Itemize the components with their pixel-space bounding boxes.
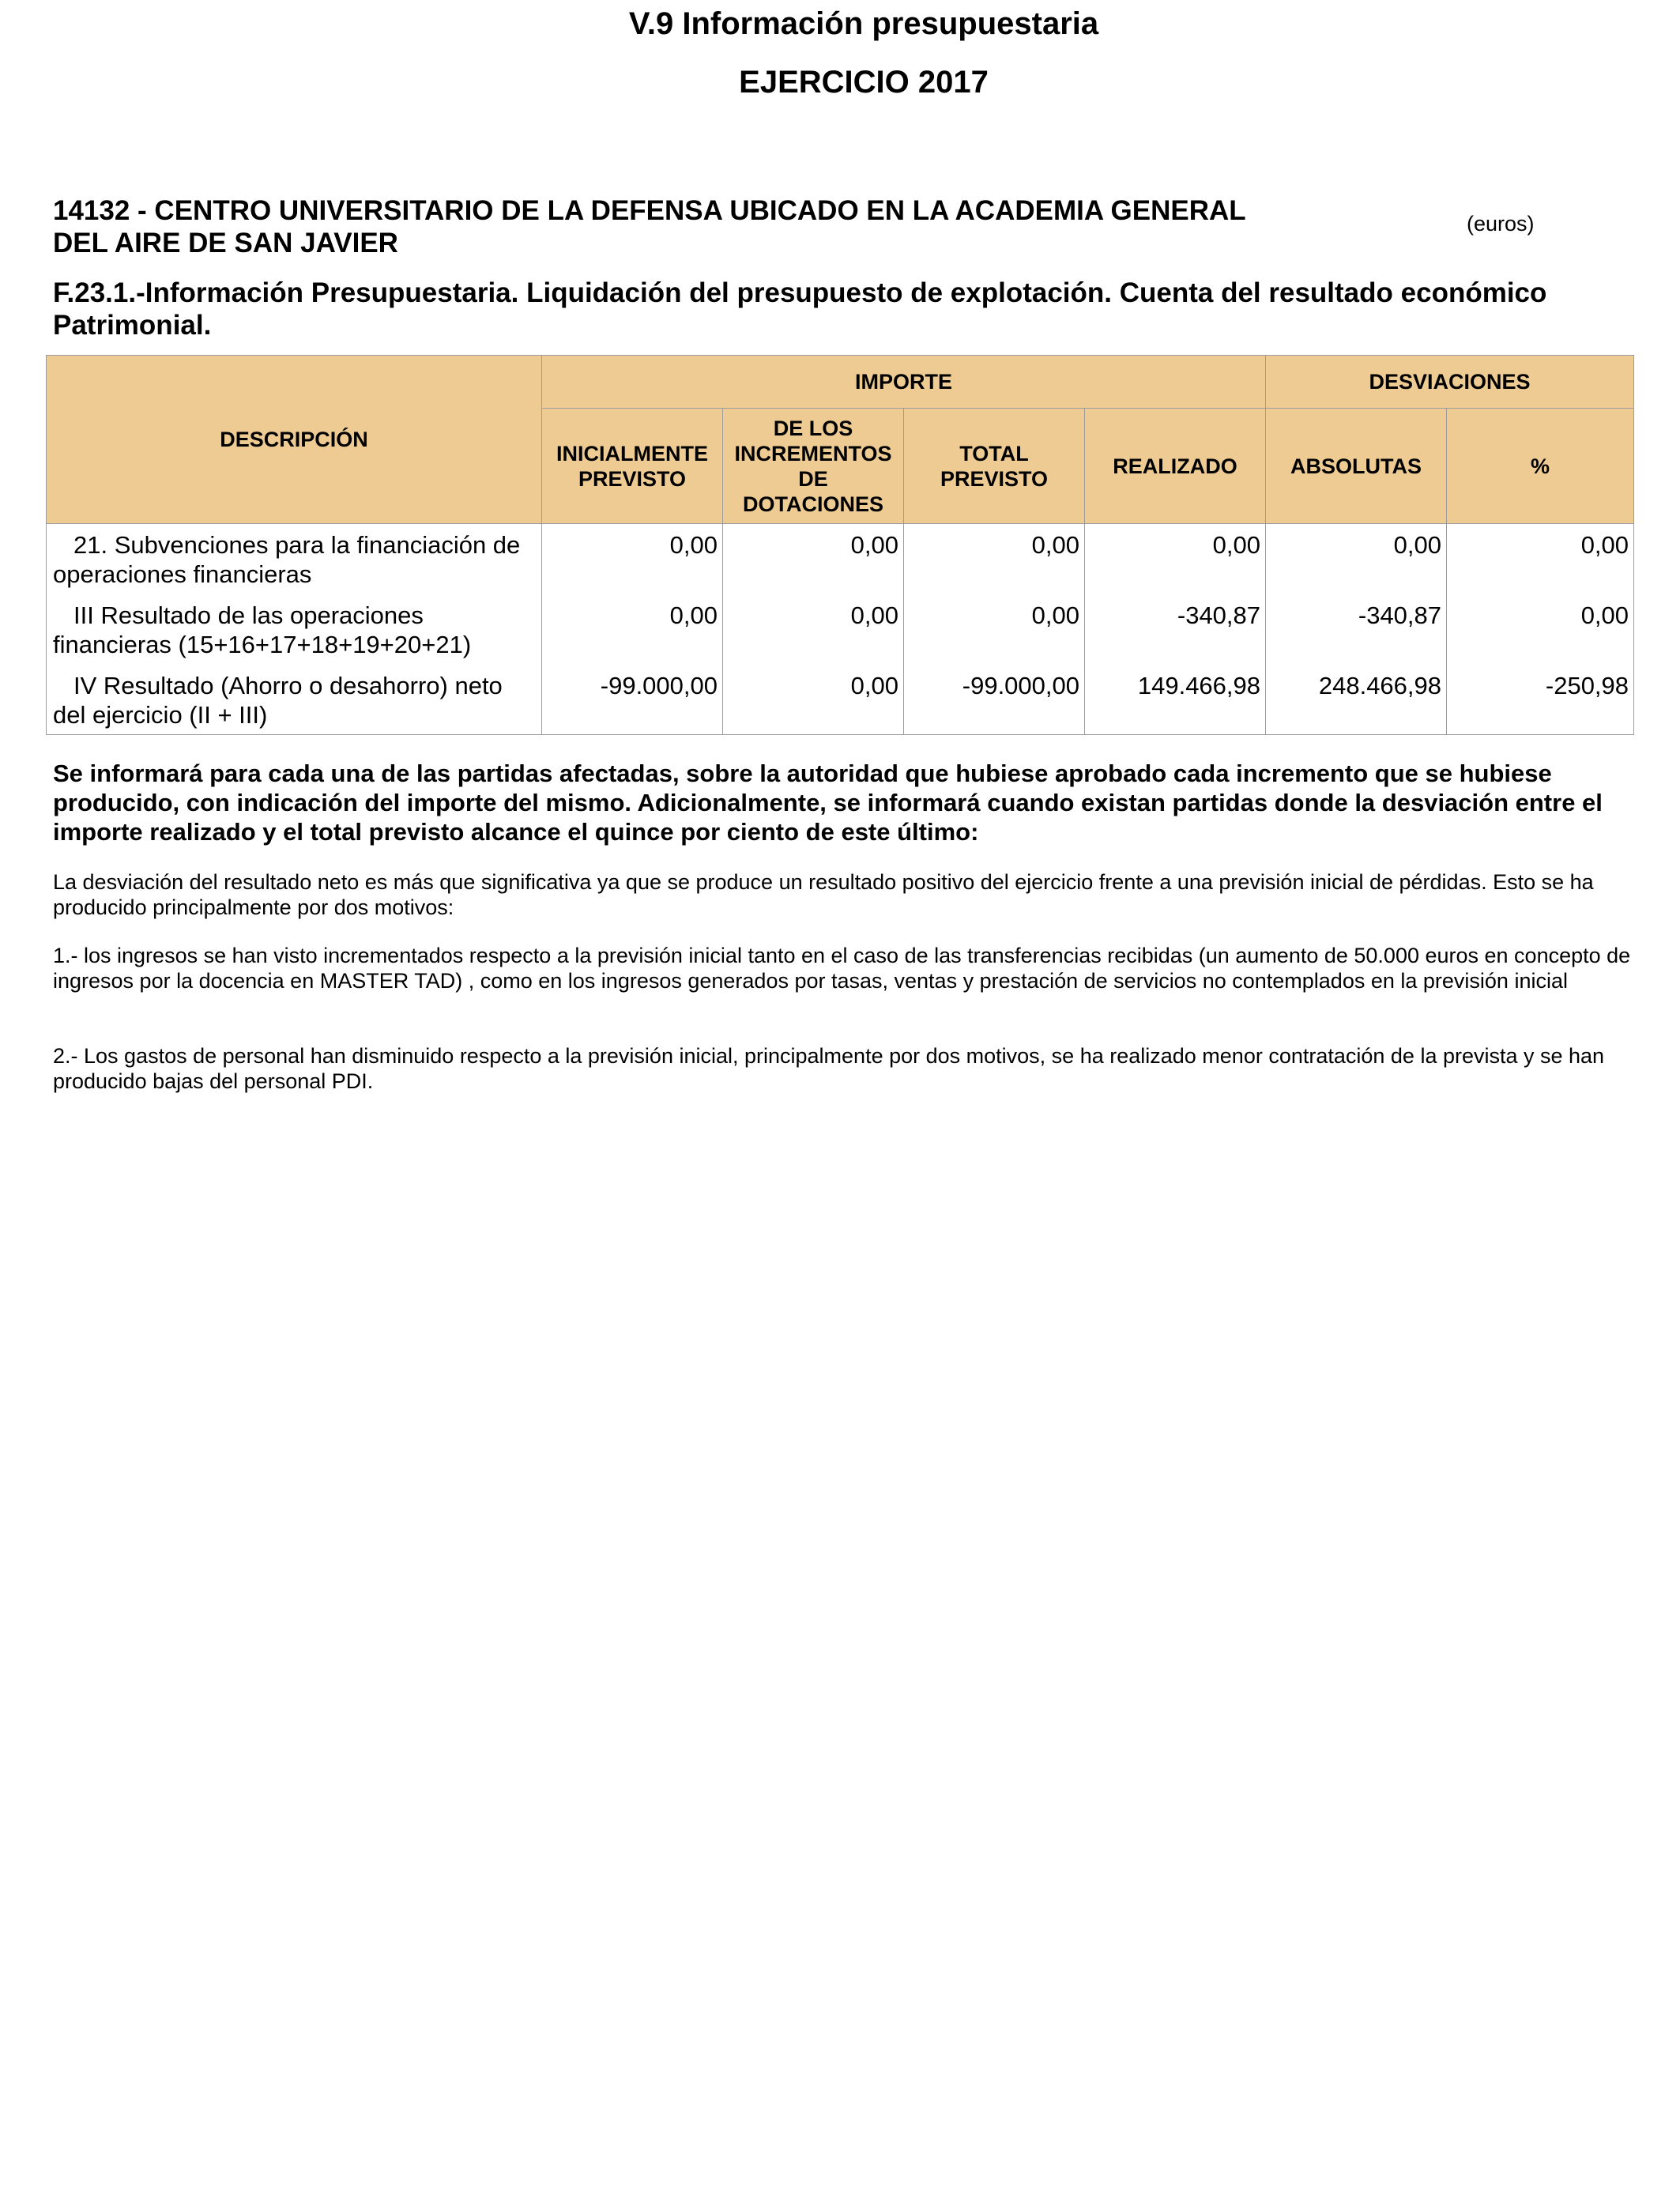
explanation-paragraph: 2.- Los gastos de personal han disminuido respecto a la previsión inicial, principalmente por dos motivos, se ha realizado menor contratación de la prevista y se han producido bajas del personal PDI. [53, 1044, 1605, 1093]
cell-inicialmente-previsto: -99.000,00 [542, 665, 723, 735]
notice-text: Se informará para cada una de las partidas afectadas, sobre la autoridad que hubiese aprobado cada incremento que se hubiese producido, con indicación del importe del mismo. Adicionalmente, se informará cuando existan partidas donde la desviación entre el importe realizado y el total previsto alcance el quince por ciento de este último: [53, 760, 1603, 846]
explanation-paragraph: La desviación del resultado neto es más que significativa ya que se produce un resultado positivo del ejercicio frente a una previsión inicial de pérdidas. Esto se ha producido principalmente por dos motivos: [53, 870, 1594, 919]
table-row [47, 665, 1634, 735]
cell-absolutas: -340,87 [1266, 594, 1447, 665]
cell-percent: 0,00 [1447, 594, 1634, 665]
column-header-realizado: REALIZADO [1085, 409, 1266, 524]
cell-inicialmente-previsto: 0,00 [542, 594, 723, 665]
page-title: V.9 Información presupuestaria [628, 6, 1099, 41]
cell-realizado: 0,00 [1085, 524, 1266, 595]
budget-table [46, 355, 1634, 735]
cell-inicialmente-previsto: 0,00 [542, 524, 723, 595]
page-subtitle: EJERCICIO 2017 [739, 65, 989, 100]
column-header-incrementos: DE LOS INCREMENTOS DE DOTACIONES [723, 409, 904, 524]
cell-total-previsto: 0,00 [904, 524, 1085, 595]
cell-absolutas: 248.466,98 [1266, 665, 1447, 735]
explanation-paragraph: 1.- los ingresos se han visto incrementados respecto a la previsión inicial tanto en el caso de las transferencias recibidas (un aumento de 50.000 euros en concepto de ingresos por la docencia en MASTER TAD) , como en los ingresos generados por tasas, ventas y prestación de servicios no contemplados en la previsión inicial [53, 944, 1631, 993]
table-header-group-row [47, 356, 1634, 409]
cell-percent: -250,98 [1447, 665, 1634, 735]
row-description: IV Resultado (Ahorro o desahorro) neto del ejercicio (II + III) [47, 665, 542, 735]
entity-name-line1: 14132 - CENTRO UNIVERSITARIO DE LA DEFENSA UBICADO EN LA ACADEMIA GENERAL [53, 195, 1246, 226]
cell-incrementos: 0,00 [723, 594, 904, 665]
table-row [47, 594, 1634, 665]
cell-total-previsto: -99.000,00 [904, 665, 1085, 735]
entity-name-line2: DEL AIRE DE SAN JAVIER [53, 228, 398, 258]
table-row [47, 524, 1634, 595]
currency-units-label: (euros) [1467, 212, 1535, 236]
form-title: F.23.1.-Información Presupuestaria. Liquidación del presupuesto de explotación. Cuenta del resultado económico Patrimonial. [53, 277, 1547, 341]
cell-realizado: 149.466,98 [1085, 665, 1266, 735]
row-description: III Resultado de las operaciones financieras (15+16+17+18+19+20+21) [47, 594, 542, 665]
cell-total-previsto: 0,00 [904, 594, 1085, 665]
row-description: 21. Subvenciones para la financiación de operaciones financieras [47, 524, 542, 595]
cell-absolutas: 0,00 [1266, 524, 1447, 595]
column-header-total-previsto: TOTAL PREVISTO [904, 409, 1085, 524]
cell-incrementos: 0,00 [723, 665, 904, 735]
column-header-description: DESCRIPCIÓN [47, 356, 542, 524]
column-header-absolutas: ABSOLUTAS [1266, 409, 1447, 524]
entity-name [53, 194, 1349, 259]
column-group-importe: IMPORTE [542, 356, 1266, 409]
cell-incrementos: 0,00 [723, 524, 904, 595]
column-header-percent: % [1447, 409, 1634, 524]
cell-percent: 0,00 [1447, 524, 1634, 595]
cell-realizado: -340,87 [1085, 594, 1266, 665]
column-group-desviaciones: DESVIACIONES [1266, 356, 1634, 409]
column-header-inicialmente-previsto: INICIALMENTE PREVISTO [542, 409, 723, 524]
